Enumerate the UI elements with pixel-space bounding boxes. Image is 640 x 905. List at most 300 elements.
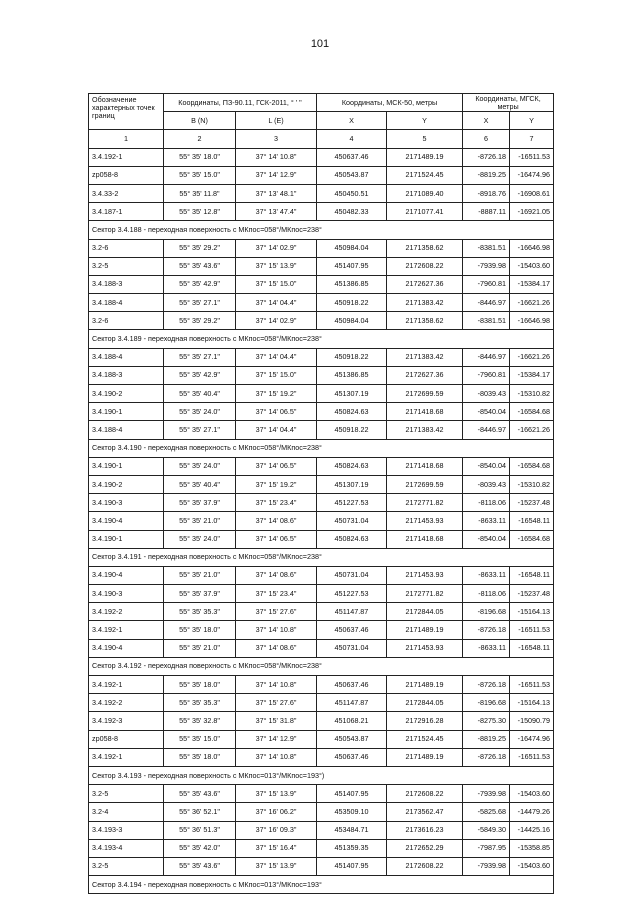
lat-cell: 55° 35' 21.0" xyxy=(164,639,236,657)
lat-cell: 55° 35' 27.1" xyxy=(164,294,236,312)
table-row xyxy=(89,348,554,366)
msk-x-cell: 451307.19 xyxy=(317,385,387,403)
msk-y-cell: 2171453.93 xyxy=(387,566,463,584)
point-name-cell: 3.2-4 xyxy=(89,803,164,821)
table-body xyxy=(89,148,554,894)
lon-cell: 37° 14' 10.8" xyxy=(236,676,317,694)
msk-x-cell: 451407.95 xyxy=(317,257,387,275)
mgsk-y-cell: -16511.53 xyxy=(510,621,554,639)
msk-x-cell: 451068.21 xyxy=(317,712,387,730)
point-name-cell: 3.4.33-2 xyxy=(89,184,164,202)
msk-x-cell: 450731.04 xyxy=(317,566,387,584)
lat-cell: 55° 35' 15.0" xyxy=(164,730,236,748)
msk-x-cell: 451227.53 xyxy=(317,494,387,512)
lon-cell: 37° 14' 02.9" xyxy=(236,312,317,330)
msk-x-cell: 450543.87 xyxy=(317,166,387,184)
mgsk-y-cell: -16511.53 xyxy=(510,748,554,766)
point-name-cell: 3.4.192-1 xyxy=(89,621,164,639)
msk-y-cell: 2172699.59 xyxy=(387,475,463,493)
msk-y-cell: 2171418.68 xyxy=(387,457,463,475)
msk-x-cell: 453509.10 xyxy=(317,803,387,821)
lat-cell: 55° 35' 29.2" xyxy=(164,312,236,330)
lat-cell: 55° 35' 29.2" xyxy=(164,239,236,257)
msk-y-cell: 2172916.28 xyxy=(387,712,463,730)
msk-y-cell: 2171524.45 xyxy=(387,730,463,748)
lon-cell: 37° 14' 04.4" xyxy=(236,348,317,366)
msk-y-cell: 2172652.29 xyxy=(387,839,463,857)
table-row xyxy=(89,203,554,221)
lon-cell: 37° 15' 27.6" xyxy=(236,694,317,712)
point-name-cell: 3.2-5 xyxy=(89,785,164,803)
sector-row xyxy=(89,221,554,239)
msk-y-cell: 2172844.05 xyxy=(387,603,463,621)
msk-x-cell: 450731.04 xyxy=(317,512,387,530)
lon-cell: 37° 15' 13.9" xyxy=(236,857,317,875)
msk-y-cell: 2172771.82 xyxy=(387,494,463,512)
point-name-cell: 3.4.190-4 xyxy=(89,512,164,530)
lat-cell: 55° 35' 24.0" xyxy=(164,403,236,421)
lon-cell: 37° 15' 16.4" xyxy=(236,839,317,857)
header-sub: L (E) xyxy=(236,112,317,130)
msk-y-cell: 2171418.68 xyxy=(387,530,463,548)
msk-x-cell: 450543.87 xyxy=(317,730,387,748)
table-row xyxy=(89,148,554,166)
lat-cell: 55° 35' 11.8" xyxy=(164,184,236,202)
lat-cell: 55° 35' 40.4" xyxy=(164,385,236,403)
msk-x-cell: 450984.04 xyxy=(317,239,387,257)
msk-y-cell: 2171489.19 xyxy=(387,676,463,694)
msk-x-cell: 450984.04 xyxy=(317,312,387,330)
msk-x-cell: 451147.87 xyxy=(317,694,387,712)
mgsk-y-cell: -15358.85 xyxy=(510,839,554,857)
lat-cell: 55° 35' 42.9" xyxy=(164,275,236,293)
msk-x-cell: 450824.63 xyxy=(317,530,387,548)
mgsk-x-cell: -7939.98 xyxy=(463,257,510,275)
header-sub: B (N) xyxy=(164,112,236,130)
lon-cell: 37° 15' 23.4" xyxy=(236,494,317,512)
mgsk-x-cell: -5849.30 xyxy=(463,821,510,839)
mgsk-y-cell: -14425.16 xyxy=(510,821,554,839)
mgsk-x-cell: -8039.43 xyxy=(463,475,510,493)
lon-cell: 37° 14' 10.8" xyxy=(236,148,317,166)
msk-x-cell: 450637.46 xyxy=(317,676,387,694)
lat-cell: 55° 35' 35.3" xyxy=(164,694,236,712)
table-row xyxy=(89,639,554,657)
lat-cell: 55° 35' 42.9" xyxy=(164,366,236,384)
msk-y-cell: 2171418.68 xyxy=(387,403,463,421)
header-sub: X xyxy=(317,112,387,130)
msk-x-cell: 451359.35 xyxy=(317,839,387,857)
point-name-cell: 3.4.192-2 xyxy=(89,603,164,621)
mgsk-y-cell: -16646.98 xyxy=(510,239,554,257)
msk-x-cell: 451407.95 xyxy=(317,857,387,875)
lon-cell: 37° 14' 04.4" xyxy=(236,421,317,439)
table-row xyxy=(89,566,554,584)
mgsk-x-cell: -8118.06 xyxy=(463,494,510,512)
mgsk-y-cell: -15090.79 xyxy=(510,712,554,730)
point-name-cell: 3.2-5 xyxy=(89,257,164,275)
table-row xyxy=(89,184,554,202)
header-sub: Y xyxy=(510,112,554,130)
mgsk-y-cell: -15237.48 xyxy=(510,585,554,603)
msk-x-cell: 451407.95 xyxy=(317,785,387,803)
msk-y-cell: 2171489.19 xyxy=(387,621,463,639)
lon-cell: 37° 14' 02.9" xyxy=(236,239,317,257)
table-row xyxy=(89,676,554,694)
lat-cell: 55° 36' 51.3" xyxy=(164,821,236,839)
msk-x-cell: 451147.87 xyxy=(317,603,387,621)
lon-cell: 37° 15' 15.0" xyxy=(236,366,317,384)
mgsk-x-cell: -8381.51 xyxy=(463,312,510,330)
msk-y-cell: 2171524.45 xyxy=(387,166,463,184)
msk-x-cell: 451386.85 xyxy=(317,275,387,293)
msk-y-cell: 2172844.05 xyxy=(387,694,463,712)
point-name-cell: 3.4.192-2 xyxy=(89,694,164,712)
point-name-cell: 3.4.193-4 xyxy=(89,839,164,857)
msk-y-cell: 2172608.22 xyxy=(387,857,463,875)
msk-y-cell: 2171383.42 xyxy=(387,348,463,366)
mgsk-y-cell: -16584.68 xyxy=(510,530,554,548)
sector-title: Сектор 3.4.194 - переходная поверхность с МКпос=013°/МКпос=193° xyxy=(89,876,554,894)
mgsk-x-cell: -7939.98 xyxy=(463,785,510,803)
msk-y-cell: 2171358.62 xyxy=(387,239,463,257)
lon-cell: 37° 15' 27.6" xyxy=(236,603,317,621)
mgsk-y-cell: -15310.82 xyxy=(510,475,554,493)
mgsk-x-cell: -8446.97 xyxy=(463,294,510,312)
mgsk-y-cell: -16511.53 xyxy=(510,676,554,694)
lat-cell: 55° 35' 37.9" xyxy=(164,585,236,603)
point-name-cell: 3.4.192-1 xyxy=(89,148,164,166)
table-row xyxy=(89,257,554,275)
header-point-name: Обозначение характерных точек границ xyxy=(89,94,164,130)
msk-y-cell: 2172627.36 xyxy=(387,366,463,384)
point-name-cell: 3.4.190-4 xyxy=(89,566,164,584)
table-row xyxy=(89,821,554,839)
mgsk-x-cell: -8540.04 xyxy=(463,457,510,475)
point-name-cell: 3.4.190-3 xyxy=(89,494,164,512)
msk-y-cell: 2172771.82 xyxy=(387,585,463,603)
lon-cell: 37° 16' 09.3" xyxy=(236,821,317,839)
mgsk-x-cell: -8118.06 xyxy=(463,585,510,603)
header-group-pz9011: Координаты, ПЗ-90.11, ГСК-2011, ° ' " xyxy=(164,94,317,112)
header-col-number: 2 xyxy=(164,130,236,148)
sector-title: Сектор 3.4.189 - переходная поверхность с МКпос=058°/МКпос=238° xyxy=(89,330,554,348)
coordinates-table xyxy=(88,93,554,894)
msk-x-cell: 451307.19 xyxy=(317,475,387,493)
table-row xyxy=(89,385,554,403)
mgsk-x-cell: -8633.11 xyxy=(463,566,510,584)
mgsk-y-cell: -16548.11 xyxy=(510,512,554,530)
lat-cell: 55° 35' 12.8" xyxy=(164,203,236,221)
sector-row xyxy=(89,657,554,675)
lon-cell: 37° 13' 48.1" xyxy=(236,184,317,202)
sector-title: Сектор 3.4.190 - переходная поверхность с МКпос=058°/МКпос=238° xyxy=(89,439,554,457)
table-row xyxy=(89,839,554,857)
msk-x-cell: 450637.46 xyxy=(317,148,387,166)
header-group-mgsk: Координаты, МГСК, метры xyxy=(463,94,554,112)
point-name-cell: 3.4.190-3 xyxy=(89,585,164,603)
mgsk-y-cell: -16621.26 xyxy=(510,421,554,439)
mgsk-y-cell: -15237.48 xyxy=(510,494,554,512)
lon-cell: 37° 14' 10.8" xyxy=(236,748,317,766)
mgsk-x-cell: -8726.18 xyxy=(463,676,510,694)
msk-x-cell: 450637.46 xyxy=(317,621,387,639)
mgsk-y-cell: -16548.11 xyxy=(510,639,554,657)
mgsk-y-cell: -16921.05 xyxy=(510,203,554,221)
mgsk-x-cell: -8381.51 xyxy=(463,239,510,257)
msk-y-cell: 2171489.19 xyxy=(387,148,463,166)
msk-y-cell: 2173562.47 xyxy=(387,803,463,821)
table-row xyxy=(89,530,554,548)
table-row xyxy=(89,366,554,384)
mgsk-x-cell: -8887.11 xyxy=(463,203,510,221)
table-row xyxy=(89,457,554,475)
table-row xyxy=(89,166,554,184)
mgsk-y-cell: -15164.13 xyxy=(510,694,554,712)
table-row xyxy=(89,603,554,621)
lat-cell: 55° 35' 37.9" xyxy=(164,494,236,512)
mgsk-y-cell: -16511.53 xyxy=(510,148,554,166)
lat-cell: 55° 35' 18.0" xyxy=(164,148,236,166)
point-name-cell: 3.4.187-1 xyxy=(89,203,164,221)
point-name-cell: 3.4.188-4 xyxy=(89,294,164,312)
lon-cell: 37° 13' 47.4" xyxy=(236,203,317,221)
table-row xyxy=(89,694,554,712)
mgsk-x-cell: -8726.18 xyxy=(463,621,510,639)
lat-cell: 55° 36' 52.1" xyxy=(164,803,236,821)
mgsk-y-cell: -16548.11 xyxy=(510,566,554,584)
msk-y-cell: 2172699.59 xyxy=(387,385,463,403)
lon-cell: 37° 14' 06.5" xyxy=(236,403,317,421)
sector-row xyxy=(89,439,554,457)
point-name-cell: zp058-8 xyxy=(89,730,164,748)
table-row xyxy=(89,421,554,439)
point-name-cell: 3.4.190-2 xyxy=(89,385,164,403)
point-name-cell: 3.4.192-1 xyxy=(89,748,164,766)
mgsk-y-cell: -15384.17 xyxy=(510,366,554,384)
msk-y-cell: 2172608.22 xyxy=(387,257,463,275)
mgsk-x-cell: -5825.68 xyxy=(463,803,510,821)
mgsk-x-cell: -7960.81 xyxy=(463,366,510,384)
lat-cell: 55° 35' 40.4" xyxy=(164,475,236,493)
lat-cell: 55° 35' 43.6" xyxy=(164,857,236,875)
msk-x-cell: 451227.53 xyxy=(317,585,387,603)
table-row xyxy=(89,785,554,803)
page-number: 101 xyxy=(310,38,330,50)
table-row xyxy=(89,239,554,257)
table-row xyxy=(89,803,554,821)
lon-cell: 37° 15' 23.4" xyxy=(236,585,317,603)
point-name-cell: zp058-8 xyxy=(89,166,164,184)
lon-cell: 37° 14' 12.9" xyxy=(236,166,317,184)
msk-y-cell: 2171383.42 xyxy=(387,421,463,439)
mgsk-x-cell: -8726.18 xyxy=(463,748,510,766)
msk-x-cell: 450731.04 xyxy=(317,639,387,657)
table-row xyxy=(89,403,554,421)
lon-cell: 37° 14' 06.5" xyxy=(236,530,317,548)
mgsk-y-cell: -16646.98 xyxy=(510,312,554,330)
mgsk-x-cell: -8540.04 xyxy=(463,530,510,548)
sector-title: Сектор 3.4.193 - переходная поверхность с МКпос=013°/МКпос=193°) xyxy=(89,766,554,784)
point-name-cell: 3.4.188-4 xyxy=(89,348,164,366)
mgsk-x-cell: -8726.18 xyxy=(463,148,510,166)
mgsk-x-cell: -8918.76 xyxy=(463,184,510,202)
sector-title: Сектор 3.4.188 - переходная поверхность с МКпос=058°/МКпос=238° xyxy=(89,221,554,239)
msk-y-cell: 2171358.62 xyxy=(387,312,463,330)
point-name-cell: 3.4.192-3 xyxy=(89,712,164,730)
table-row xyxy=(89,857,554,875)
point-name-cell: 3.4.190-1 xyxy=(89,530,164,548)
point-name-cell: 3.4.190-4 xyxy=(89,639,164,657)
msk-x-cell: 450918.22 xyxy=(317,421,387,439)
header-sub: X xyxy=(463,112,510,130)
point-name-cell: 3.2-6 xyxy=(89,312,164,330)
mgsk-y-cell: -16584.68 xyxy=(510,457,554,475)
mgsk-y-cell: -15384.17 xyxy=(510,275,554,293)
msk-y-cell: 2171077.41 xyxy=(387,203,463,221)
msk-x-cell: 450450.51 xyxy=(317,184,387,202)
table-row xyxy=(89,512,554,530)
header-sub: Y xyxy=(387,112,463,130)
lon-cell: 37° 14' 06.5" xyxy=(236,457,317,475)
mgsk-y-cell: -16621.26 xyxy=(510,348,554,366)
header-col-number: 4 xyxy=(317,130,387,148)
msk-y-cell: 2171453.93 xyxy=(387,639,463,657)
lon-cell: 37° 15' 31.8" xyxy=(236,712,317,730)
point-name-cell: 3.4.190-1 xyxy=(89,457,164,475)
lon-cell: 37° 14' 08.6" xyxy=(236,512,317,530)
msk-y-cell: 2172627.36 xyxy=(387,275,463,293)
mgsk-y-cell: -15164.13 xyxy=(510,603,554,621)
mgsk-x-cell: -8633.11 xyxy=(463,639,510,657)
table-row xyxy=(89,294,554,312)
sector-row xyxy=(89,548,554,566)
mgsk-x-cell: -8446.97 xyxy=(463,348,510,366)
point-name-cell: 3.4.188-4 xyxy=(89,421,164,439)
mgsk-y-cell: -16474.96 xyxy=(510,166,554,184)
lat-cell: 55° 35' 35.3" xyxy=(164,603,236,621)
mgsk-y-cell: -16621.26 xyxy=(510,294,554,312)
point-name-cell: 3.4.193-3 xyxy=(89,821,164,839)
lon-cell: 37° 15' 19.2" xyxy=(236,385,317,403)
mgsk-y-cell: -16474.96 xyxy=(510,730,554,748)
mgsk-y-cell: -15403.60 xyxy=(510,857,554,875)
lon-cell: 37° 14' 04.4" xyxy=(236,294,317,312)
sector-row xyxy=(89,330,554,348)
lat-cell: 55° 35' 42.0" xyxy=(164,839,236,857)
lat-cell: 55° 35' 15.0" xyxy=(164,166,236,184)
table-row xyxy=(89,494,554,512)
point-name-cell: 3.4.188-3 xyxy=(89,275,164,293)
mgsk-x-cell: -8275.30 xyxy=(463,712,510,730)
lat-cell: 55° 35' 18.0" xyxy=(164,748,236,766)
lat-cell: 55° 35' 43.6" xyxy=(164,785,236,803)
msk-y-cell: 2172608.22 xyxy=(387,785,463,803)
lat-cell: 55° 35' 18.0" xyxy=(164,621,236,639)
mgsk-x-cell: -8446.97 xyxy=(463,421,510,439)
header-col-number: 7 xyxy=(510,130,554,148)
header-group-msk50: Координаты, МСК-50, метры xyxy=(317,94,463,112)
mgsk-x-cell: -8633.11 xyxy=(463,512,510,530)
table-row xyxy=(89,275,554,293)
mgsk-y-cell: -15403.60 xyxy=(510,785,554,803)
lon-cell: 37° 16' 06.2" xyxy=(236,803,317,821)
table-row xyxy=(89,475,554,493)
header-col-number: 5 xyxy=(387,130,463,148)
mgsk-x-cell: -8039.43 xyxy=(463,385,510,403)
msk-x-cell: 451386.85 xyxy=(317,366,387,384)
lon-cell: 37° 14' 10.8" xyxy=(236,621,317,639)
mgsk-x-cell: -8540.04 xyxy=(463,403,510,421)
header-col-number: 6 xyxy=(463,130,510,148)
mgsk-y-cell: -16908.61 xyxy=(510,184,554,202)
lat-cell: 55° 35' 27.1" xyxy=(164,421,236,439)
point-name-cell: 3.4.192-1 xyxy=(89,676,164,694)
lat-cell: 55° 35' 32.8" xyxy=(164,712,236,730)
sector-row xyxy=(89,766,554,784)
msk-x-cell: 450918.22 xyxy=(317,348,387,366)
table-row xyxy=(89,748,554,766)
msk-x-cell: 453484.71 xyxy=(317,821,387,839)
mgsk-y-cell: -15310.82 xyxy=(510,385,554,403)
msk-x-cell: 450824.63 xyxy=(317,403,387,421)
lat-cell: 55° 35' 24.0" xyxy=(164,457,236,475)
msk-x-cell: 450637.46 xyxy=(317,748,387,766)
table-row xyxy=(89,585,554,603)
lon-cell: 37° 14' 08.6" xyxy=(236,566,317,584)
mgsk-y-cell: -16584.68 xyxy=(510,403,554,421)
lon-cell: 37° 15' 15.0" xyxy=(236,275,317,293)
point-name-cell: 3.4.188-3 xyxy=(89,366,164,384)
lon-cell: 37° 14' 08.6" xyxy=(236,639,317,657)
mgsk-x-cell: -7960.81 xyxy=(463,275,510,293)
lat-cell: 55° 35' 43.6" xyxy=(164,257,236,275)
msk-y-cell: 2171453.93 xyxy=(387,512,463,530)
mgsk-x-cell: -7987.95 xyxy=(463,839,510,857)
lat-cell: 55° 35' 18.0" xyxy=(164,676,236,694)
lon-cell: 37° 14' 12.9" xyxy=(236,730,317,748)
point-name-cell: 3.4.190-1 xyxy=(89,403,164,421)
header-col-number: 3 xyxy=(236,130,317,148)
lat-cell: 55° 35' 27.1" xyxy=(164,348,236,366)
mgsk-x-cell: -8819.25 xyxy=(463,166,510,184)
point-name-cell: 3.4.190-2 xyxy=(89,475,164,493)
msk-x-cell: 450918.22 xyxy=(317,294,387,312)
lat-cell: 55° 35' 24.0" xyxy=(164,530,236,548)
lat-cell: 55° 35' 21.0" xyxy=(164,512,236,530)
point-name-cell: 3.2-6 xyxy=(89,239,164,257)
lon-cell: 37° 15' 13.9" xyxy=(236,257,317,275)
lat-cell: 55° 35' 21.0" xyxy=(164,566,236,584)
mgsk-x-cell: -7939.98 xyxy=(463,857,510,875)
lon-cell: 37° 15' 19.2" xyxy=(236,475,317,493)
mgsk-x-cell: -8819.25 xyxy=(463,730,510,748)
table-row xyxy=(89,621,554,639)
table-row xyxy=(89,712,554,730)
table-row xyxy=(89,730,554,748)
mgsk-y-cell: -15403.60 xyxy=(510,257,554,275)
msk-y-cell: 2171489.19 xyxy=(387,748,463,766)
point-name-cell: 3.2-5 xyxy=(89,857,164,875)
lon-cell: 37° 15' 13.9" xyxy=(236,785,317,803)
msk-y-cell: 2171089.40 xyxy=(387,184,463,202)
msk-x-cell: 450824.63 xyxy=(317,457,387,475)
table-row xyxy=(89,312,554,330)
msk-x-cell: 450482.33 xyxy=(317,203,387,221)
header-col-number: 1 xyxy=(89,130,164,148)
msk-y-cell: 2171383.42 xyxy=(387,294,463,312)
mgsk-y-cell: -14479.26 xyxy=(510,803,554,821)
